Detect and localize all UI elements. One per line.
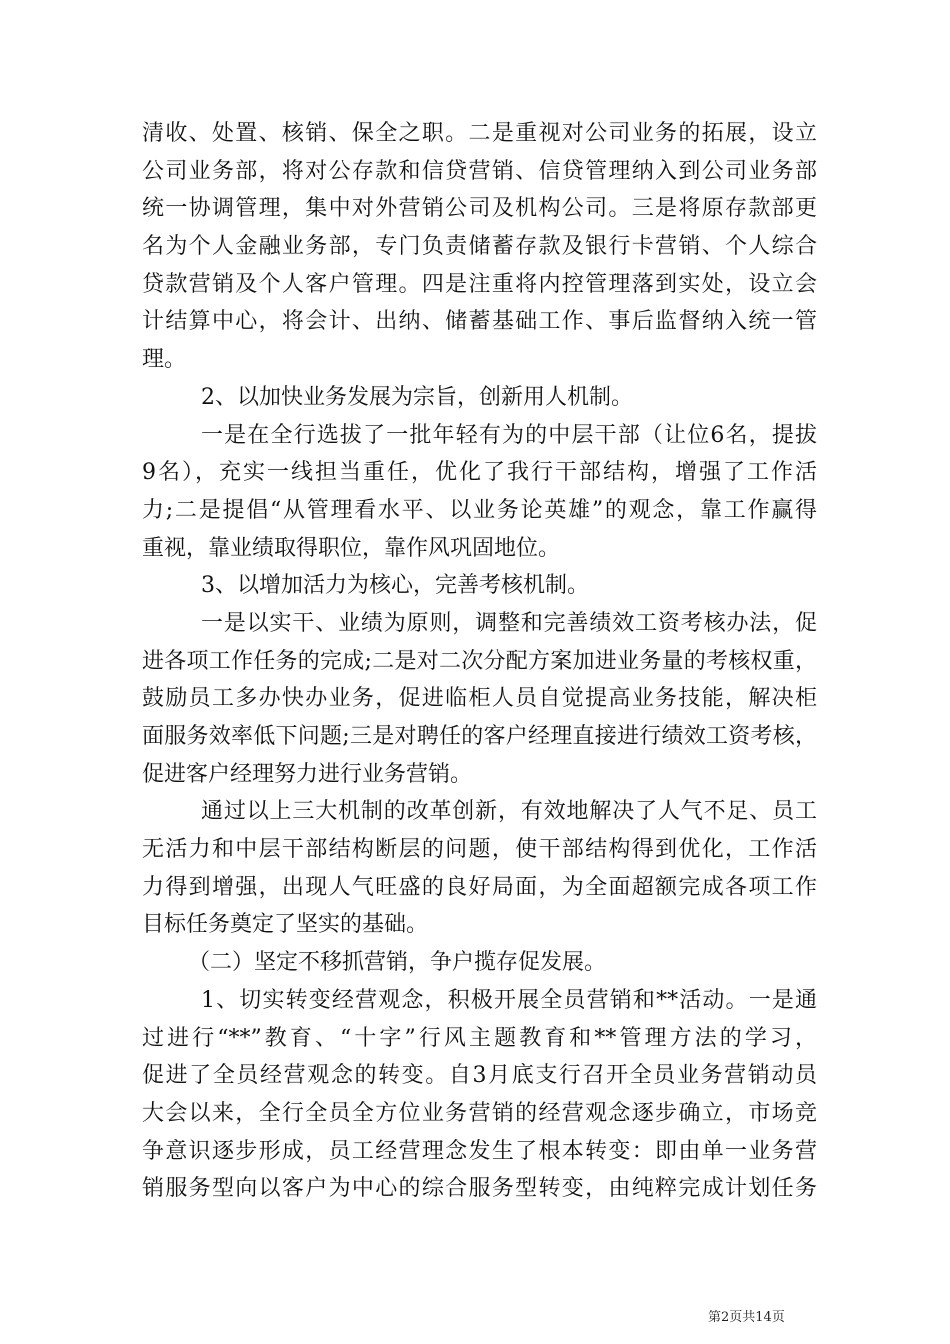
- text-line-2: 公司业务部，将对公存款和信贷营销、信贷管理纳入到公司业务部: [142, 158, 817, 184]
- text-line-25: 过进行“**”教育、“十字”行风主题教育和**管理方法的学习，: [142, 1025, 817, 1051]
- document-body: [142, 115, 817, 1208]
- text-line-7: 理。: [142, 347, 187, 373]
- text-line-20: 无活力和中层干部结构断层的问题，使干部结构得到优化，工作活: [142, 837, 817, 863]
- text-line-5: 贷款营销及个人客户管理。四是注重将内控管理落到实处，设立会: [142, 271, 817, 297]
- text-line-17: 面服务效率低下问题;三是对聘任的客户经理直接进行绩效工资考核，: [142, 724, 817, 749]
- text-line-18: 促进客户经理努力进行业务营销。: [142, 761, 473, 787]
- text-line-9: 一是在全行选拔了一批年轻有为的中层干部（让位6名，提拔: [201, 422, 817, 448]
- text-line-1: 清收、处置、核销、保全之职。二是重视对公司业务的拓展，设立: [142, 121, 817, 146]
- text-line-16: 鼓励员工多办快办业务，促进临柜人员自觉提高业务技能，解决柜: [142, 686, 817, 712]
- page-number: 第2页共14页: [708, 1310, 785, 1325]
- text-line-12: 重视，靠业绩取得职位，靠作风巩固地位。: [142, 535, 561, 561]
- text-line-21: 力得到增强，出现人气旺盛的良好局面，为全面超额完成各项工作: [142, 874, 817, 900]
- text-line-10: 9名），充实一线担当重任，优化了我行干部结构，增强了工作活: [142, 460, 817, 486]
- section-heading-3: 3、以增加活力为核心，完善考核机制。: [201, 573, 589, 599]
- text-line-6: 计结算中心，将会计、出纳、储蓄基础工作、事后监督纳入统一管: [142, 309, 817, 335]
- text-line-24: 1、切实转变经营观念，积极开展全员营销和**活动。一是通: [201, 987, 817, 1013]
- text-line-27: 大会以来，全行全员全方位业务营销的经营观念逐步确立，市场竞: [142, 1100, 817, 1126]
- text-line-22: 目标任务奠定了坚实的基础。: [142, 912, 429, 938]
- text-line-3: 统一协调管理，集中对外营销公司及机构公司。三是将原存款部更: [142, 196, 817, 222]
- text-line-26: 促进了全员经营观念的转变。自3月底支行召开全员业务营销动员: [142, 1063, 817, 1089]
- text-line-28: 争意识逐步形成，员工经营理念发生了根本转变：即由单一业务营: [142, 1138, 817, 1164]
- text-line-15: 进各项工作任务的完成;二是对二次分配方案加进业务量的考核权重，: [142, 648, 817, 674]
- text-line-29: 销服务型向以客户为中心的综合服务型转变，由纯粹完成计划任务: [142, 1176, 817, 1202]
- section-heading-2: 2、以加快业务发展为宗旨，创新用人机制。: [201, 384, 633, 410]
- text-line-4: 名为个人金融业务部，专门负责储蓄存款及银行卡营销、个人综合: [142, 234, 817, 260]
- text-line-19: 通过以上三大机制的改革创新，有效地解决了人气不足、员工: [201, 799, 817, 825]
- text-line-11: 力;二是提倡“从管理看水平、以业务论英雄”的观念，靠工作赢得: [142, 497, 817, 523]
- text-line-14: 一是以实干、业绩为原则，调整和完善绩效工资考核办法，促: [201, 610, 817, 636]
- section-heading-part-2: （二）坚定不移抓营销，争户揽存促发展。: [188, 950, 607, 976]
